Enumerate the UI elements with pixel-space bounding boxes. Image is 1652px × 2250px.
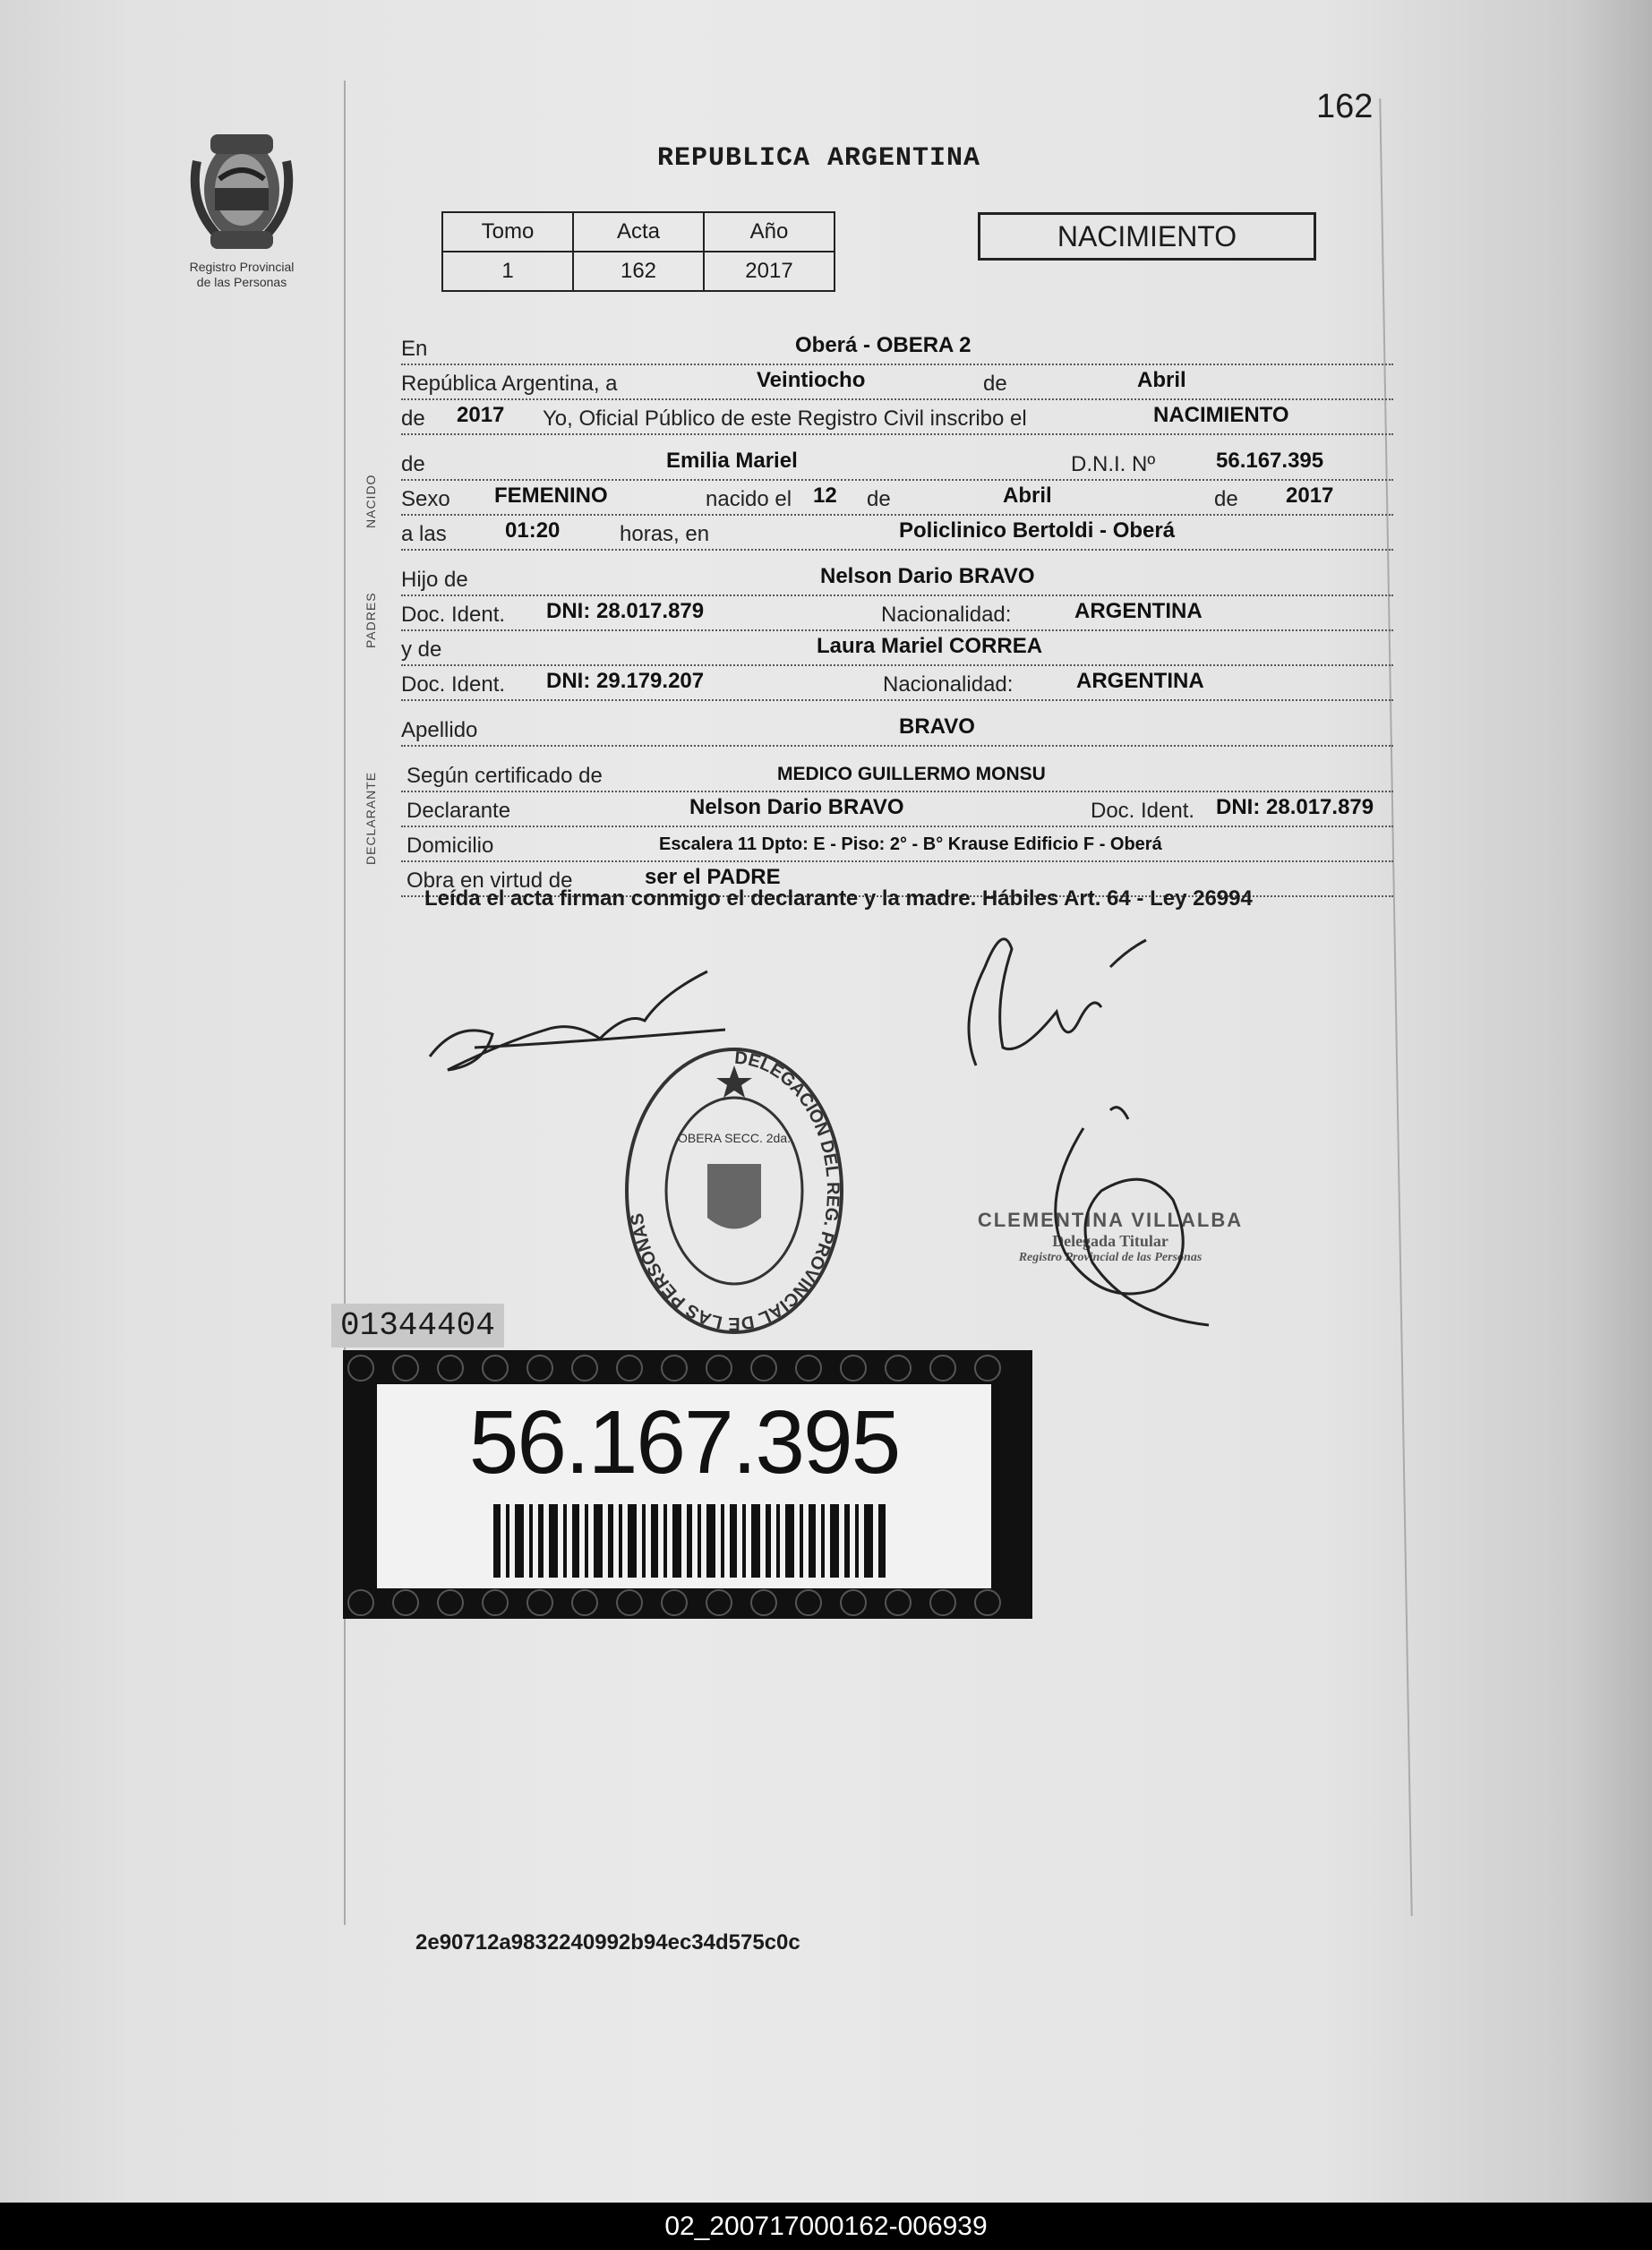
value-hospital: Policlinico Bertoldi - Oberá bbox=[899, 518, 1176, 543]
label: horas, en bbox=[620, 522, 710, 546]
side-label-nacido: NACIDO bbox=[364, 474, 378, 528]
form-line-mother bbox=[401, 632, 1393, 666]
file-name-caption: 02_200717000162-006939 bbox=[0, 2203, 1652, 2250]
label: de bbox=[867, 487, 891, 511]
closing-statement: Leída el acta firman conmigo el declarante y la madre. Hábiles Art. 64 - Ley 26994 bbox=[424, 886, 1253, 911]
value-act: NACIMIENTO bbox=[1153, 403, 1289, 427]
margin-line bbox=[344, 81, 346, 1925]
value-place: Oberá - OBERA 2 bbox=[795, 333, 972, 357]
label: Nacionalidad: bbox=[881, 603, 1012, 627]
registry-header: Año bbox=[704, 212, 835, 252]
value-name: Emilia Mariel bbox=[666, 449, 798, 473]
value-dni: 56.167.395 bbox=[1216, 449, 1324, 473]
logo-caption: Registro Provincial de las Personas bbox=[189, 260, 295, 289]
serial-number: 01344404 bbox=[331, 1304, 504, 1347]
form-line-declarant bbox=[401, 793, 1393, 827]
form-line-father-doc bbox=[401, 597, 1393, 631]
label: Domicilio bbox=[407, 834, 494, 858]
coat-of-arms-icon bbox=[184, 125, 300, 260]
form-line-date bbox=[401, 366, 1393, 400]
form-line-address bbox=[401, 828, 1393, 862]
form-line-sex bbox=[401, 482, 1393, 516]
label: Según certificado de bbox=[407, 764, 603, 788]
dni-sticker bbox=[343, 1350, 1032, 1619]
official-signature bbox=[1021, 1092, 1245, 1334]
label: D.N.I. Nº bbox=[1071, 452, 1156, 476]
label: a las bbox=[401, 522, 447, 546]
barcode-icon bbox=[493, 1504, 887, 1578]
value-declarant: Nelson Dario BRAVO bbox=[689, 795, 904, 819]
registry-header: Acta bbox=[573, 212, 704, 252]
label: República Argentina, a bbox=[401, 372, 618, 396]
registry-value: 162 bbox=[573, 252, 704, 291]
registry-value: 2017 bbox=[704, 252, 835, 291]
form-line-en bbox=[401, 331, 1393, 365]
label: Doc. Ident. bbox=[401, 672, 506, 697]
label: Hijo de bbox=[401, 568, 468, 592]
value-address: Escalera 11 Dpto: E - Piso: 2° - B° Krause Edificio F - Oberá bbox=[659, 834, 1162, 854]
label: de bbox=[1214, 487, 1238, 511]
label: y de bbox=[401, 637, 442, 662]
label: Doc. Ident. bbox=[401, 603, 506, 627]
value-birth-year: 2017 bbox=[1286, 483, 1334, 508]
provincial-logo bbox=[170, 125, 313, 290]
birth-form bbox=[401, 331, 1393, 898]
label: Nacionalidad: bbox=[883, 672, 1014, 697]
registry-header-row bbox=[442, 212, 835, 252]
label: Apellido bbox=[401, 718, 478, 742]
label: Doc. Ident. bbox=[1091, 799, 1195, 823]
label: de bbox=[983, 372, 1007, 396]
form-line-name bbox=[401, 447, 1393, 481]
value-time: 01:20 bbox=[505, 518, 561, 543]
official-org: Registro Provincial de las Personas bbox=[1018, 1251, 1203, 1264]
sticker-dni-number: 56.167.395 bbox=[468, 1392, 900, 1493]
label: de bbox=[401, 406, 425, 431]
registry-value: 1 bbox=[442, 252, 573, 291]
value-birth-month: Abril bbox=[1003, 483, 1052, 508]
registry-value-row bbox=[442, 252, 835, 291]
value-mother: Laura Mariel CORREA bbox=[817, 634, 1043, 658]
label: de bbox=[401, 452, 425, 476]
official-name: CLEMENTINA VILLALBA bbox=[977, 1209, 1244, 1231]
value-father-nationality: ARGENTINA bbox=[1074, 599, 1203, 623]
value-year: 2017 bbox=[457, 403, 505, 427]
value-declarant-doc: DNI: 28.017.879 bbox=[1216, 795, 1374, 819]
value-day: Veintiocho bbox=[757, 368, 866, 392]
label: Obra en virtud de bbox=[407, 868, 573, 893]
value-birth-day: 12 bbox=[813, 483, 837, 508]
form-line-time bbox=[401, 517, 1393, 551]
document-hash: 2e90712a9832240992b94ec34d575c0c bbox=[415, 1930, 800, 1955]
value-certificate: MEDICO GUILLERMO MONSU bbox=[777, 764, 1046, 784]
form-line-year bbox=[401, 401, 1393, 435]
official-role: Delegada Titular bbox=[1052, 1232, 1168, 1250]
label: Declarante bbox=[407, 799, 511, 823]
label: Sexo bbox=[401, 487, 450, 511]
label: En bbox=[401, 337, 428, 361]
seal-ring-text: DELEGACION DEL REG. PROVINCIAL DE LAS PERSONAS bbox=[627, 1048, 843, 1334]
side-label-declarante: DECLARANTE bbox=[364, 771, 378, 865]
value-reason: ser el PADRE bbox=[645, 865, 781, 889]
value-surname: BRAVO bbox=[899, 714, 975, 739]
value-father: Nelson Dario BRAVO bbox=[820, 564, 1035, 588]
value-father-doc: DNI: 28.017.879 bbox=[546, 599, 705, 623]
label: Yo, Oficial Público de este Registro Civil inscribo el bbox=[543, 406, 1027, 431]
seal-inner-text: OBERA SECC. 2da. bbox=[677, 1131, 792, 1145]
value-mother-doc: DNI: 29.179.207 bbox=[546, 669, 705, 693]
mother-signature bbox=[922, 913, 1155, 1092]
value-month: Abril bbox=[1137, 368, 1186, 392]
value-mother-nationality: ARGENTINA bbox=[1076, 669, 1204, 693]
official-seal bbox=[618, 1039, 851, 1343]
value-sex: FEMENINO bbox=[494, 483, 608, 508]
page-number: 162 bbox=[1316, 88, 1374, 125]
registry-header: Tomo bbox=[442, 212, 573, 252]
form-line-mother-doc bbox=[401, 667, 1393, 701]
registry-table bbox=[441, 211, 835, 292]
form-line-father bbox=[401, 562, 1393, 596]
page-edge bbox=[1567, 0, 1652, 2203]
sticker-label bbox=[377, 1384, 991, 1588]
act-type-box: NACIMIENTO bbox=[978, 212, 1316, 261]
side-label-padres: PADRES bbox=[364, 592, 378, 648]
form-line-certificate bbox=[401, 758, 1393, 792]
label: nacido el bbox=[706, 487, 792, 511]
form-line-surname bbox=[401, 713, 1393, 747]
document-title: REPUBLICA ARGENTINA bbox=[657, 143, 981, 174]
